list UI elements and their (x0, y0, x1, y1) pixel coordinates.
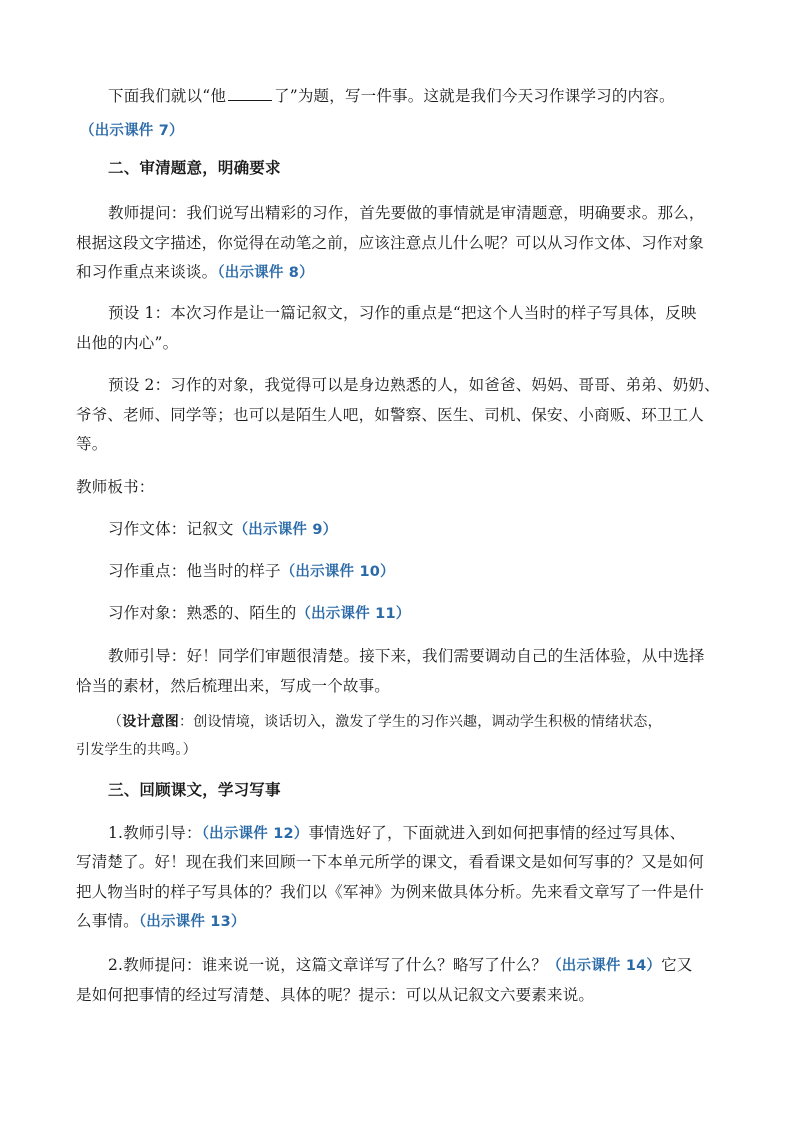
board-item-object (108, 603, 410, 624)
text-line: 是如何把事情的经过写清楚、具体的呢？提示：可以从记叙文六要素来说。 (76, 986, 595, 1004)
courseware-note-14: （出示课件 14） (547, 958, 662, 974)
board-item-genre (108, 519, 337, 540)
section-heading-3: 三、回顾课文，学习写事 (108, 780, 281, 799)
courseware-note-7: （出示课件 7） (80, 123, 184, 139)
courseware-note-13: （出示课件 13） (138, 914, 246, 930)
courseware-note-10: （出示课件 10） (280, 564, 395, 580)
text-line: 教师提问：我们说写出精彩的习作，首先要做的事情就是审清题意，明确要求。那么， (108, 204, 705, 222)
text-fragment: 和习作重点来谈谈。 (76, 263, 218, 281)
courseware-note-8: （出示课件 8） (217, 265, 314, 281)
intro-text-start: 下面我们就以“他 (108, 87, 227, 105)
text-fragment: 习作重点：他当时的样子 (108, 562, 281, 580)
section-heading-2: 二、审清题意，明确要求 (108, 158, 281, 177)
paragraph-intro (108, 86, 675, 106)
text-line (76, 911, 246, 932)
text-line: 等。 (76, 435, 108, 453)
courseware-note-11: （出示课件 11） (296, 606, 411, 622)
text-fragment: 么事情。 (76, 912, 139, 930)
text-fragment: ：创设情境，谈话切入，激发了学生的习作兴趣，调动学生积极的情绪状态， (179, 714, 662, 730)
text-line (76, 262, 314, 283)
text-line: 引发学生的共鸣。） (76, 742, 197, 758)
board-writing-label: 教师板书： (76, 478, 155, 496)
text-fragment: 2.教师提问：谁来说一说，这篇文章详写了什么？略写了什么？ (108, 956, 548, 974)
intro-text-end: 了”为题，写一件事。这就是我们今天习作课学习的内容。 (274, 87, 675, 105)
text-fragment: 它又 (661, 956, 693, 974)
title-blank (228, 86, 272, 101)
text-line: 预设 1：本次习作是让一篇记叙文，习作的重点是“把这个人当时的样子写具体，反映 (108, 304, 697, 322)
text-fragment: 1.教师引导： (108, 824, 202, 842)
text-line: 恰当的素材，然后梳理出来，写成一个故事。 (76, 677, 391, 695)
text-line: 把人物当时的样子写具体的？我们以《军神》为例来做具体分析。先来看文章写了一件是什 (76, 883, 705, 901)
text-line (108, 823, 685, 844)
text-line (108, 955, 693, 976)
text-line: 爷爷、老师、同学等；也可以是陌生人吧，如警察、医生、司机、保安、小商贩、环卫工人 (76, 406, 705, 424)
text-line: 出他的内心”。 (76, 334, 179, 352)
text-line (108, 712, 662, 732)
text-line: 根据这段文字描述，你觉得在动笔之前，应该注意点儿什么呢？可以从习作文体、习作对象 (76, 234, 705, 252)
text-line: 教师引导：好！同学们审题很清楚。接下来，我们需要调动自己的生活体验，从中选择 (108, 647, 705, 665)
courseware-note-12: （出示课件 12） (201, 826, 309, 842)
text-line: 写清楚了。好！现在我们来回顾一下本单元所学的课文，看看课文是如何写事的？又是如何 (76, 853, 705, 871)
design-intent-label: 设计意图 (122, 714, 180, 730)
courseware-note-9: （出示课件 9） (233, 522, 338, 538)
text-fragment: 事情选好了，下面就进入到如何把事情的经过写具体、 (308, 824, 686, 842)
text-line: 预设 2：习作的对象，我觉得可以是身边熟悉的人，如爸爸、妈妈、哥哥、弟弟、奶奶、 (108, 376, 720, 394)
board-item-focus (108, 561, 395, 582)
text-fragment: 习作文体：记叙文 (108, 520, 234, 538)
text-fragment: 习作对象：熟悉的、陌生的 (108, 604, 297, 622)
text-fragment: （ (108, 714, 123, 730)
